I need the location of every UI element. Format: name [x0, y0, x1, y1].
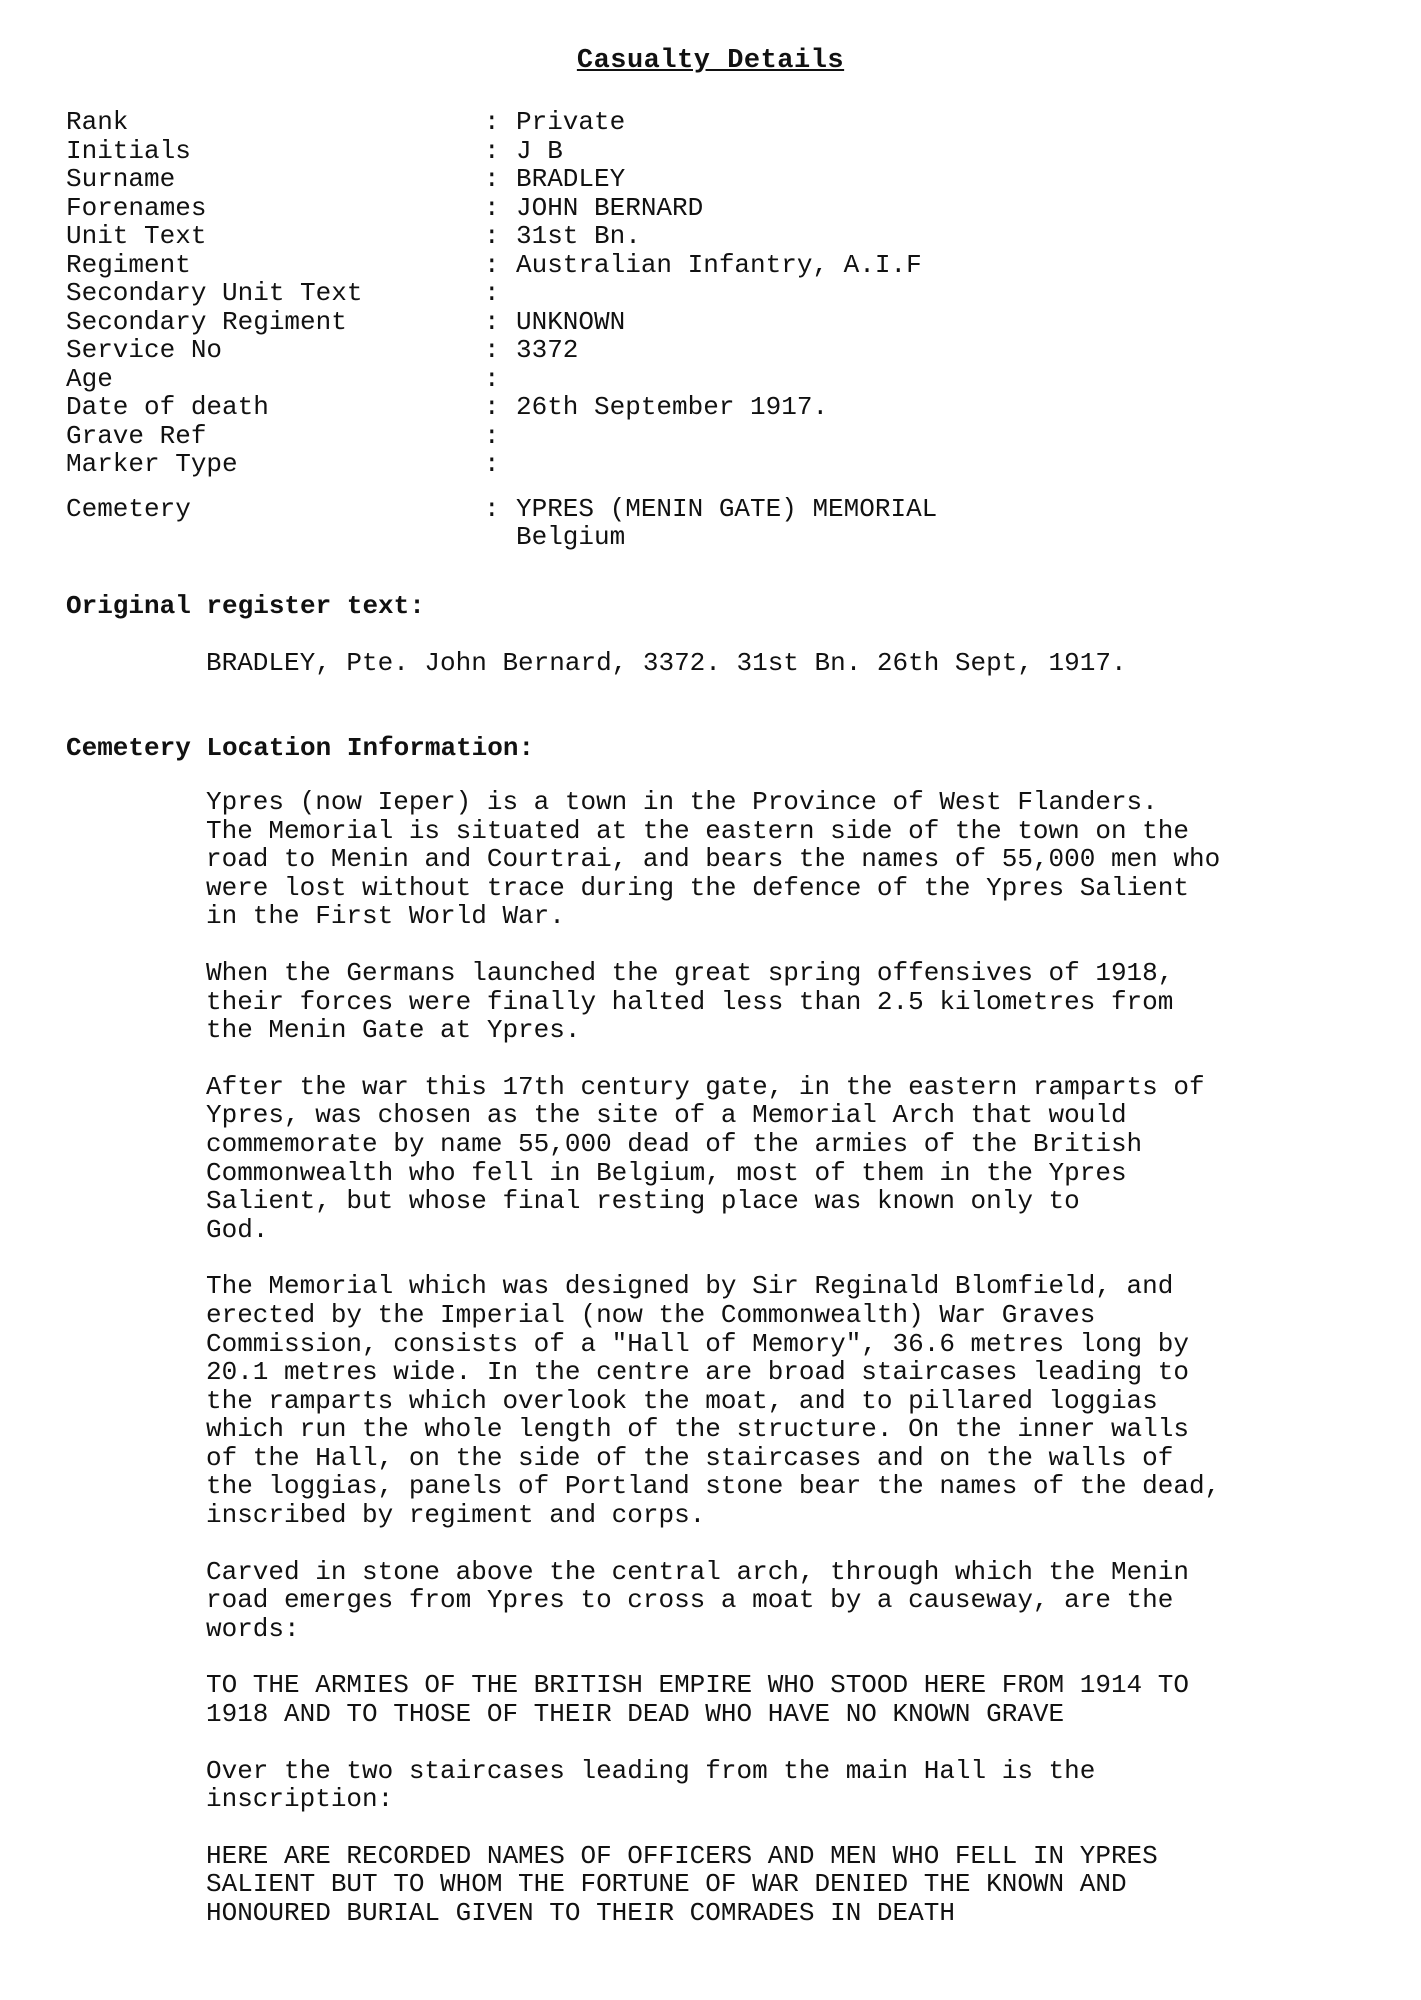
paragraph: [206, 1842, 1356, 1928]
field-label: Service No: [66, 335, 223, 365]
text-line: road emerges from Ypres to cross a moat by a causeway, are the: [206, 1585, 1174, 1616]
field-value: Australian Infantry, A.I.F: [516, 249, 922, 280]
text-line: words:: [206, 1613, 300, 1644]
field-label: Regiment: [66, 249, 191, 280]
field-unit-text: [66, 222, 1366, 251]
field-colon: :: [484, 164, 500, 194]
text-line: God.: [206, 1214, 269, 1245]
field-colon: :: [484, 221, 500, 251]
text-line: Commission, consists of a "Hall of Memory", 36.6 metres long by: [206, 1328, 1189, 1359]
field-label: Rank: [66, 107, 129, 137]
field-label: Unit Text: [66, 221, 207, 251]
text-line: Carved in stone above the central arch, through which the Menin: [206, 1556, 1189, 1587]
field-colon: :: [484, 335, 500, 365]
field-value: [516, 422, 1366, 451]
field-colon: :: [484, 306, 500, 337]
field-label: Age: [66, 363, 113, 394]
field-value: UNKNOWN: [516, 306, 626, 337]
register-text: BRADLEY, Pte. John Bernard, 3372. 31st Bn. 26th Sept, 1917.: [206, 648, 1127, 678]
field-value: 26th September 1917.: [516, 392, 829, 422]
field-value: J B: [516, 135, 563, 166]
field-secondary-regiment: [66, 308, 1366, 337]
field-label: Secondary Regiment: [66, 306, 347, 337]
paragraph: [206, 1272, 1356, 1529]
text-line: The Memorial is situated at the eastern side of the town on the: [206, 815, 1189, 846]
field-colon: :: [484, 249, 500, 280]
text-line: The Memorial which was designed by Sir Reginald Blomfield, and: [206, 1271, 1174, 1302]
field-label: Cemetery: [66, 493, 191, 524]
field-label: Marker Type: [66, 449, 238, 479]
paragraph: [206, 788, 1356, 931]
text-line: were lost without trace during the defence of the Ypres Salient: [206, 872, 1189, 903]
text-line: erected by the Imperial (now the Commonwealth) War Graves: [206, 1299, 1096, 1330]
field-value: [516, 365, 1366, 394]
text-line: 1918 AND TO THOSE OF THEIR DEAD WHO HAVE NO KNOWN GRAVE: [206, 1699, 1065, 1730]
field-label: Secondary Unit Text: [66, 278, 363, 308]
cemetery-country: Belgium: [516, 522, 626, 552]
paragraph: [206, 1558, 1356, 1644]
field-date-of-death: [66, 393, 1366, 422]
paragraph: [206, 1757, 1356, 1814]
paragraph: [206, 1073, 1356, 1245]
text-line: HERE ARE RECORDED NAMES OF OFFICERS AND MEN WHO FELL IN YPRES: [206, 1840, 1158, 1871]
field-secondary-unit-text: [66, 279, 1366, 308]
field-colon: :: [484, 278, 500, 308]
field-value: JOHN BERNARD: [516, 192, 704, 223]
field-colon: :: [484, 392, 500, 422]
field-grave-ref: [66, 422, 1366, 451]
field-value: 31st Bn.: [516, 221, 641, 251]
field-colon: :: [484, 449, 500, 479]
text-line: Salient, but whose final resting place was known only to: [206, 1186, 1080, 1217]
field-value: BRADLEY: [516, 164, 626, 194]
field-colon: :: [484, 192, 500, 223]
text-line: in the First World War.: [206, 901, 565, 932]
text-line: Commonwealth who fell in Belgium, most of them in the Ypres: [206, 1157, 1127, 1188]
field-value: [516, 279, 1366, 308]
field-colon: :: [484, 135, 500, 166]
paragraph: [206, 959, 1356, 1045]
text-line: When the Germans launched the great spring offensives of 1918,: [206, 957, 1174, 988]
text-line: the ramparts which overlook the moat, and to pillared loggias: [206, 1385, 1158, 1416]
field-age: [66, 365, 1366, 394]
text-line: inscription:: [206, 1784, 394, 1815]
text-line: the Menin Gate at Ypres.: [206, 1015, 581, 1046]
text-line: commemorate by name 55,000 dead of the armies of the British: [206, 1128, 1143, 1159]
field-label: Date of death: [66, 392, 269, 422]
page-title: Casualty Details: [576, 46, 845, 76]
field-colon: :: [484, 363, 500, 394]
text-line: TO THE ARMIES OF THE BRITISH EMPIRE WHO STOOD HERE FROM 1914 TO: [206, 1670, 1189, 1701]
text-line: road to Menin and Courtrai, and bears the names of 55,000 men who: [206, 844, 1221, 875]
text-line: After the war this 17th century gate, in the eastern ramparts of: [206, 1071, 1205, 1102]
text-line: inscribed by regiment and corps.: [206, 1500, 706, 1531]
field-initials: [66, 137, 1366, 166]
field-forenames: [66, 194, 1366, 223]
field-rank: [66, 108, 1366, 137]
text-line: Ypres (now Ieper) is a town in the Province of West Flanders.: [206, 787, 1158, 817]
text-line: their forces were finally halted less than 2.5 kilometres from: [206, 986, 1174, 1017]
text-line: of the Hall, on the side of the staircases and on the walls of: [206, 1442, 1174, 1473]
text-line: 20.1 metres wide. In the centre are broad staircases leading to: [206, 1357, 1189, 1388]
text-line: SALIENT BUT TO WHOM THE FORTUNE OF WAR DENIED THE KNOWN AND: [206, 1869, 1127, 1900]
field-regiment: [66, 251, 1366, 280]
location-body: [206, 788, 1356, 1956]
text-line: which run the whole length of the structure. On the inner walls: [206, 1414, 1189, 1445]
text-line: HONOURED BURIAL GIVEN TO THEIR COMRADES IN DEATH: [206, 1898, 955, 1928]
text-line: Ypres, was chosen as the site of a Memorial Arch that would: [206, 1100, 1127, 1131]
register-heading: Original register text:: [66, 591, 425, 621]
field-value: Private: [516, 107, 626, 137]
field-colon: :: [484, 493, 500, 524]
field-colon: :: [484, 107, 500, 137]
field-label: Forenames: [66, 192, 207, 223]
field-value: 3372: [516, 335, 579, 365]
field-surname: [66, 165, 1366, 194]
field-label: Initials: [66, 135, 191, 166]
cemetery-name: YPRES (MENIN GATE) MEMORIAL: [516, 493, 938, 524]
text-line: the loggias, panels of Portland stone bear the names of the dead,: [206, 1471, 1221, 1502]
field-label: Surname: [66, 164, 176, 194]
location-heading: Cemetery Location Information:: [66, 733, 535, 763]
field-service-no: [66, 336, 1366, 365]
field-value: [516, 495, 1366, 552]
field-value: [516, 450, 1366, 479]
paragraph: [206, 1671, 1356, 1728]
casualty-fields: [66, 108, 1366, 552]
field-colon: :: [484, 420, 500, 451]
field-marker-type: [66, 450, 1366, 479]
field-label: Grave Ref: [66, 420, 207, 451]
text-line: Over the two staircases leading from the main Hall is the: [206, 1755, 1096, 1786]
field-cemetery: [66, 495, 1366, 552]
